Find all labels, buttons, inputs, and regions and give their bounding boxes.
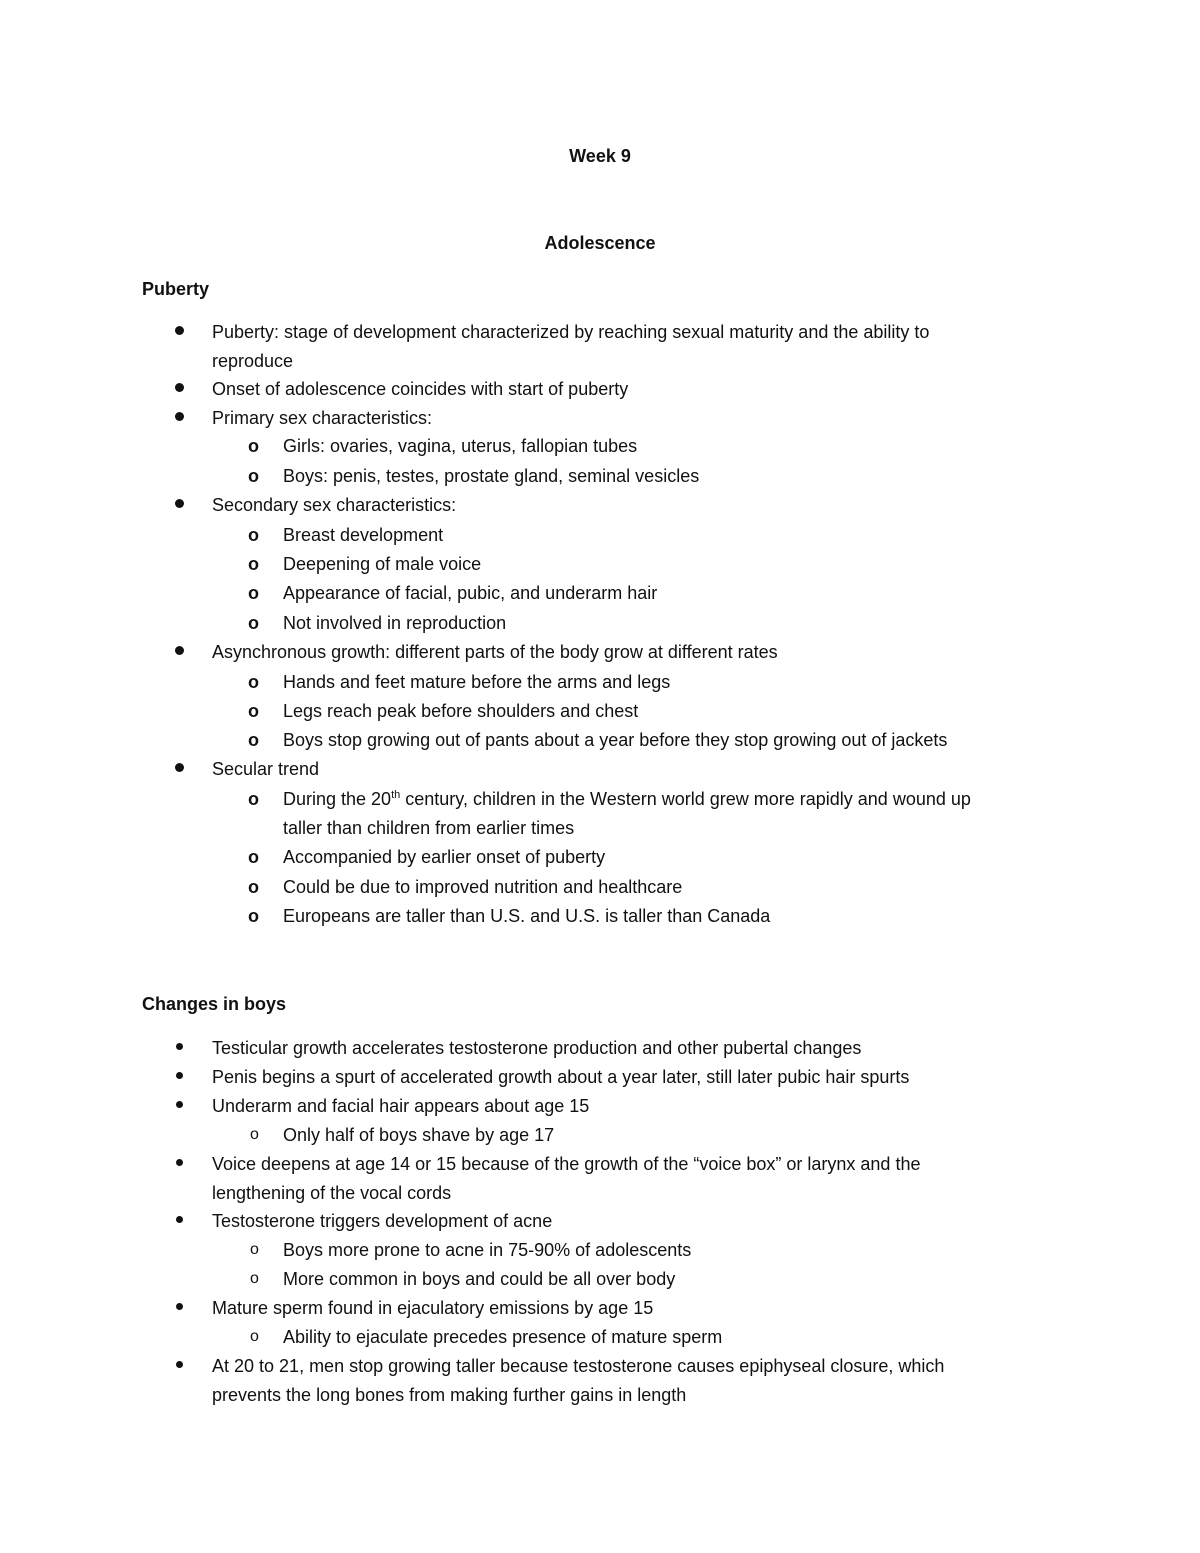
list-item-continuation: lengthening of the vocal cords [212, 1183, 452, 1203]
bullet-icon [176, 1072, 183, 1079]
sub-list-item: Deepening of male voice [283, 554, 482, 574]
sub-list-item: More common in boys and could be all over body [283, 1269, 676, 1289]
list-item-continuation: reproduce [212, 351, 294, 371]
sub-list-item: During the 20th century, children in the Western world grew more rapidly and wound up [283, 789, 971, 809]
sub-list-item: Boys stop growing out of pants about a year before they stop growing out of jackets [283, 730, 948, 750]
bullet-icon [175, 326, 184, 335]
sub-bullet-icon: o [248, 525, 259, 545]
list-item: Mature sperm found in ejaculatory emissions by age 15 [212, 1298, 654, 1318]
sub-list-item: Not involved in reproduction [283, 613, 507, 633]
sub-list-item: Europeans are taller than U.S. and U.S. is taller than Canada [283, 906, 771, 926]
sub-list-item: Boys: penis, testes, prostate gland, seminal vesicles [283, 466, 700, 486]
bullet-icon [176, 1216, 183, 1223]
list-item: Primary sex characteristics: [212, 408, 433, 428]
sub-list-item: Hands and feet mature before the arms and legs [283, 672, 671, 692]
section-heading-changes-in-boys: Changes in boys [142, 994, 287, 1014]
list-item: Secular trend [212, 759, 320, 779]
bullet-icon [176, 1361, 183, 1368]
bullet-icon [176, 1101, 183, 1108]
list-item: Testosterone triggers development of acne [212, 1211, 553, 1231]
sub-bullet-icon: o [248, 466, 259, 486]
sub-bullet-icon: o [248, 906, 259, 926]
sub-bullet-icon: o [248, 847, 259, 867]
sub-bullet-icon: o [248, 554, 259, 574]
list-item: Underarm and facial hair appears about age 15 [212, 1096, 590, 1116]
list-item: Voice deepens at age 14 or 15 because of the growth of the “voice box” or larynx and the [212, 1154, 921, 1174]
list-item: Penis begins a spurt of accelerated growth about a year later, still later pubic hair spurts [212, 1067, 910, 1087]
list-item: Secondary sex characteristics: [212, 495, 457, 515]
bullet-icon [175, 499, 184, 508]
sub-list-item: Breast development [283, 525, 444, 545]
list-item: Onset of adolescence coincides with start of puberty [212, 379, 629, 399]
sub-list-item: Ability to ejaculate precedes presence of mature sperm [283, 1327, 723, 1347]
sub-bullet-icon: o [248, 583, 259, 603]
list-item: Testicular growth accelerates testosterone production and other pubertal changes [212, 1038, 862, 1058]
list-item: Asynchronous growth: different parts of the body grow at different rates [212, 642, 778, 662]
sub-bullet-icon: o [250, 1241, 259, 1258]
sub-bullet-icon: o [248, 730, 259, 750]
sub-bullet-icon: o [248, 672, 259, 692]
sub-bullet-icon: o [250, 1126, 259, 1143]
bullet-icon [175, 763, 184, 772]
sub-list-item: Could be due to improved nutrition and healthcare [283, 877, 683, 897]
sub-bullet-icon: o [248, 613, 259, 633]
sub-bullet-icon: o [248, 436, 259, 456]
page-subtitle: Adolescence [544, 233, 656, 253]
sub-bullet-icon: o [248, 789, 259, 809]
section-heading-puberty: Puberty [142, 279, 210, 299]
sub-bullet-icon: o [248, 877, 259, 897]
list-item-continuation: prevents the long bones from making further gains in length [212, 1385, 687, 1405]
bullet-icon [176, 1043, 183, 1050]
bullet-icon [175, 646, 184, 655]
list-item: At 20 to 21, men stop growing taller because testosterone causes epiphyseal closure, which [212, 1356, 945, 1376]
bullet-icon [176, 1159, 183, 1166]
sub-list-item: Legs reach peak before shoulders and chest [283, 701, 639, 721]
list-item: Puberty: stage of development characterized by reaching sexual maturity and the ability to [212, 322, 930, 342]
bullet-icon [175, 383, 184, 392]
sub-bullet-icon: o [250, 1270, 259, 1287]
sub-list-item: Girls: ovaries, vagina, uterus, fallopian tubes [283, 436, 638, 456]
bullet-icon [176, 1303, 183, 1310]
sub-bullet-icon: o [250, 1328, 259, 1345]
sub-bullet-icon: o [248, 701, 259, 721]
sub-list-item-continuation: taller than children from earlier times [283, 818, 575, 838]
sub-list-item: Accompanied by earlier onset of puberty [283, 847, 606, 867]
page-title: Week 9 [569, 146, 631, 166]
sub-list-item: Only half of boys shave by age 17 [283, 1125, 555, 1145]
sub-list-item: Boys more prone to acne in 75-90% of adolescents [283, 1240, 692, 1260]
bullet-icon [175, 412, 184, 421]
sub-list-item: Appearance of facial, pubic, and underarm hair [283, 583, 658, 603]
